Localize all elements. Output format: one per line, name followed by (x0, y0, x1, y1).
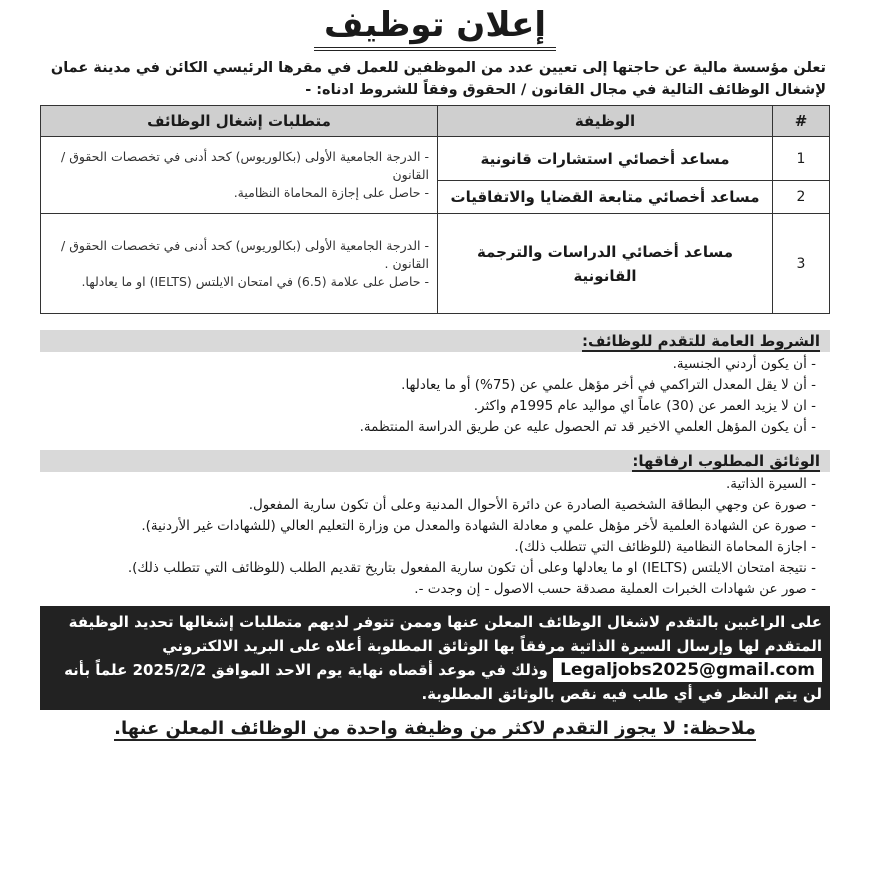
deadline-date: 2025/2/2 (132, 661, 207, 680)
job-requirements (41, 214, 438, 314)
list-item: - صورة عن الشهادة العلمية لأخر مؤهل علمي و معادلة الشهادة والمعدل من وزارة التعليم العالي (للشهادات غير الأردنية). (141, 518, 816, 535)
intro-paragraph: تعلن مؤسسة مالية عن حاجتها إلى تعيين عدد من الموظفين للعمل في مقرها الرئيسي الكائن في مدينة عمان لإشغال الوظائف التالية في مجال القانون / الحقوق وفقاً للشروط ادناه: - (50, 60, 826, 99)
list-item: - ان لا يزيد العمر عن (30) عاماً اي مواليد عام 1995م واكثر. (473, 398, 816, 415)
job-title: مساعد أخصائي متابعة القضايا والاتفاقيات (438, 181, 773, 214)
header-number: # (773, 106, 830, 137)
table-row (41, 137, 830, 181)
documents-heading (40, 450, 830, 472)
list-item: - نتيجة امتحان الايلتس (IELTS) او ما يعادلها وعلى أن تكون سارية المفعول بتاريخ تقديم الطلب (للوظائف التي تتطلب ذلك). (127, 560, 816, 577)
general-conditions-heading-text: الشروط العامة للتقدم للوظائف: (582, 332, 820, 351)
list-item: - السيرة الذاتية. (725, 476, 816, 493)
job-requirements (41, 137, 438, 214)
job-title: مساعد أخصائي استشارات قانونية (438, 137, 773, 181)
documents-heading-text: الوثائق المطلوب ارفاقها: (632, 452, 820, 471)
list-item: - صورة عن وجهي البطاقة الشخصية الصادرة عن دائرة الأحوال المدنية وعلى أن تكون سارية المفعول. (248, 497, 816, 514)
requirement-line: - حاصل على إجازة المحاماة النظامية. (233, 185, 429, 201)
header-job: الوظيفة (438, 106, 773, 137)
deadline-text: وذلك في موعد أقصاه نهاية يوم الاحد الموافق (211, 661, 548, 680)
general-conditions-list (40, 354, 830, 438)
page-title: إعلان توظيف (314, 6, 556, 51)
documents-list (40, 474, 830, 600)
requirement-line: - حاصل على علامة (6.5) في امتحان الايلتس (IELTS) او ما يعادلها. (81, 273, 429, 289)
jobs-table (40, 105, 830, 314)
list-item: - أن لا يقل المعدل التراكمي في أخر مؤهل علمي عن (75%) أو ما يعادلها. (401, 377, 816, 394)
row-number: 2 (773, 181, 830, 214)
row-number: 1 (773, 137, 830, 181)
footer-note (40, 718, 830, 739)
list-item: - اجازة المحاماة النظامية (للوظائف التي تتطلب ذلك). (514, 539, 816, 556)
header-requirements: متطلبات إشغال الوظائف (41, 106, 438, 137)
email-address[interactable]: Legaljobs2025@gmail.com (553, 658, 822, 682)
footer-note-text: ملاحظة: لا يجوز التقدم لاكثر من وظيفة واحدة من الوظائف المعلن عنها. (114, 718, 756, 740)
requirement-line: - الدرجة الجامعية الأولى (بكالوريوس) كحد أدنى في تخصصات الحقوق / القانون (61, 149, 429, 183)
requirement-line: - الدرجة الجامعية الأولى (بكالوريوس) كحد أدنى في تخصصات الحقوق / القانون . (61, 237, 429, 271)
row-number: 3 (773, 214, 830, 314)
notice-tail: علماً بأنه لن يتم النظر في أي طلب فيه نقص بالوثائق المطلوبة. (64, 661, 822, 704)
list-item: - أن يكون أردني الجنسية. (672, 356, 816, 373)
title-wrapper (40, 6, 830, 51)
table-header-row (41, 106, 830, 137)
general-conditions-heading (40, 330, 830, 352)
list-item: - أن يكون المؤهل العلمي الاخير قد تم الحصول عليه عن طريق الدراسة المنتظمة. (359, 419, 816, 436)
job-title: مساعد أخصائي الدراسات والترجمة القانونية (438, 214, 773, 314)
application-notice (40, 606, 830, 710)
notice-text: على الراغبين بالتقدم لاشغال الوظائف المعلن عنها وممن تتوفر لديهم متطلبات إشغالها تحديد الوظيفة المتقدم لها وإرسال السيرة الذاتية مرفقاً بها الوثائق المطلوبة أعلاه على البريد الالكتروني (68, 613, 822, 656)
list-item: - صور عن شهادات الخبرات العملية مصدقة حسب الاصول - إن وجدت -. (414, 581, 816, 598)
table-row (41, 214, 830, 314)
